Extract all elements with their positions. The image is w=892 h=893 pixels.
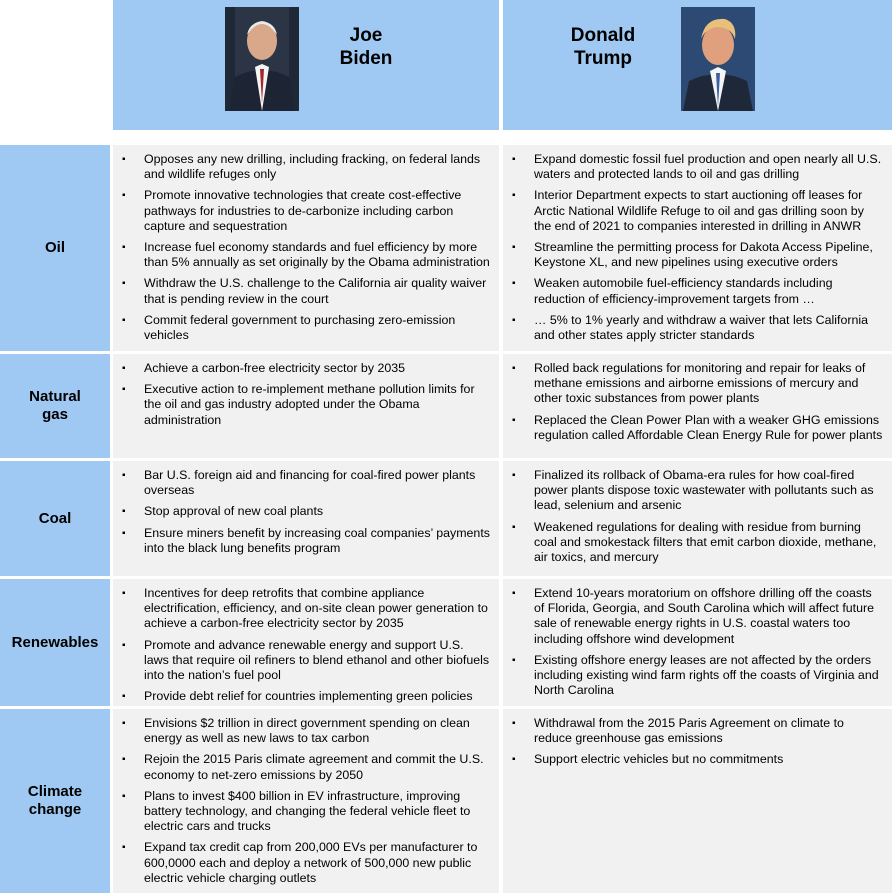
list-item: ▪ Withdrawal from the 2015 Paris Agreement on climate to reduce greenhouse gas emissions (511, 716, 884, 746)
biden-cell (113, 579, 499, 706)
list-item: ▪ Provide debt relief for countries implementing green policies (121, 689, 491, 704)
list-item: ▪ Opposes any new drilling, including fracking, on federal lands and wildlife refuges only (121, 152, 491, 182)
list-item: ▪ Envisions $2 trillion in direct government spending on clean energy as well as new laws to tax carbon (121, 716, 491, 746)
list-item: ▪ Expand domestic fossil fuel production and open nearly all U.S. waters and protected lands to oil and gas drilling (511, 152, 884, 182)
list-item: ▪ Ensure miners benefit by increasing coal companies’ payments into the black lung benefits program (121, 526, 491, 556)
list-item: ▪ Promote and advance renewable energy and support U.S. laws that require oil refiners to blend ethanol and other biofuels into the nation’s fuel pool (121, 638, 491, 684)
list-item: ▪ Support electric vehicles but no commitments (511, 752, 884, 767)
row-oil (0, 145, 892, 351)
biden-cell (113, 145, 499, 351)
list-item: ▪ Withdraw the U.S. challenge to the California air quality waiver that is pending review in the court (121, 276, 491, 306)
biden-cell (113, 354, 499, 458)
list-item: ▪ Interior Department expects to start auctioning off leases for Arctic National Wildlife Refuge to oil and gas drilling soon by the end of 2021 to companies interested in drilling in ANWR (511, 188, 884, 234)
category-label: Natural gas (0, 354, 110, 458)
biden-first-name: Joe (349, 25, 383, 46)
category-label: Oil (0, 145, 110, 351)
biden-last-name: Biden (339, 48, 393, 69)
list-item: ▪ Weaken automobile fuel-efficiency standards including reduction of efficiency-improvement targets from … (511, 276, 884, 306)
trump-cell (503, 579, 892, 706)
list-item: ▪ Existing offshore energy leases are not affected by the orders including existing wind farm rights off the coasts of Virginia and North Carolina (511, 653, 884, 699)
list-item: ▪ Extend 10-years moratorium on offshore drilling off the coasts of Florida, Georgia, and South Carolina which will affect future sale of renewable energy rights in U.S. coastal waters too including offshore wind development (511, 586, 884, 647)
row-renewables (0, 579, 892, 706)
category-label: Climate change (0, 709, 110, 893)
list-item: ▪ Plans to invest $400 billion in EV infrastructure, improving battery technology, and changing the federal vehicle fleet to electric cars and trucks (121, 789, 491, 835)
row-coal (0, 461, 892, 576)
list-item: ▪ Streamline the permitting process for Dakota Access Pipeline, Keystone XL, and new pipelines using executive orders (511, 240, 884, 270)
list-item: ▪ Commit federal government to purchasing zero-emission vehicles (121, 313, 491, 343)
category-label: Coal (0, 461, 110, 576)
trump-cell (503, 709, 892, 893)
list-item: ▪ Finalized its rollback of Obama-era rules for how coal-fired power plants dispose toxic wastewater with pollutants such as lead, selenium and arsenic (511, 468, 884, 514)
trump-cell (503, 354, 892, 458)
biden-photo (225, 7, 299, 111)
trump-last-name: Trump (573, 48, 633, 69)
biden-cell (113, 461, 499, 576)
row-natural-gas (0, 354, 892, 458)
list-item: ▪ Expand tax credit cap from 200,000 EVs per manufacturer to 600,0000 each and deploy a network of 500,000 new public electric vehicle charging outlets (121, 840, 491, 886)
list-item: ▪ Increase fuel economy standards and fuel efficiency by more than 5% annually as set originally by the Obama administration (121, 240, 491, 270)
trump-photo (681, 7, 755, 111)
list-item: ▪ Executive action to re-implement methane pollution limits for the oil and gas industry adopted under the Obama administration (121, 382, 491, 428)
row-climate-change (0, 709, 892, 893)
list-item: ▪ Replaced the Clean Power Plan with a weaker GHG emissions regulation called Affordable Clean Energy Rule for power plants (511, 413, 884, 443)
trump-cell (503, 461, 892, 576)
trump-name (548, 24, 658, 70)
category-label: Renewables (0, 579, 110, 706)
list-item: ▪ Bar U.S. foreign aid and financing for coal-fired power plants overseas (121, 468, 491, 498)
list-item: ▪ Incentives for deep retrofits that combine appliance electrification, efficiency, and on-site clean power generation to achieve a carbon-free electricity sector by 2035 (121, 586, 491, 632)
trump-cell (503, 145, 892, 351)
list-item: ▪ Weakened regulations for dealing with residue from burning coal and smokestack filters that emit carbon dioxide, methane, air toxics, and mercury (511, 520, 884, 566)
list-item: ▪ Rolled back regulations for monitoring and repair for leaks of methane emissions and airborne emissions of mercury and other toxic substances from power plants (511, 361, 884, 407)
list-item: ▪ Promote innovative technologies that create cost-effective pathways for industries to de-carbonize including carbon capture and sequestration (121, 188, 491, 234)
list-item: ▪ Achieve a carbon-free electricity sector by 2035 (121, 361, 491, 376)
header-biden (113, 0, 499, 130)
list-item: ▪ … 5% to 1% yearly and withdraw a waiver that lets California and other states apply stricter standards (511, 313, 884, 343)
list-item: ▪ Rejoin the 2015 Paris climate agreement and commit the U.S. economy to net-zero emissions by 2050 (121, 752, 491, 782)
biden-name (311, 24, 421, 70)
list-item: ▪ Stop approval of new coal plants (121, 504, 491, 519)
trump-first-name: Donald (570, 25, 636, 46)
biden-cell (113, 709, 499, 893)
header-trump (503, 0, 892, 130)
